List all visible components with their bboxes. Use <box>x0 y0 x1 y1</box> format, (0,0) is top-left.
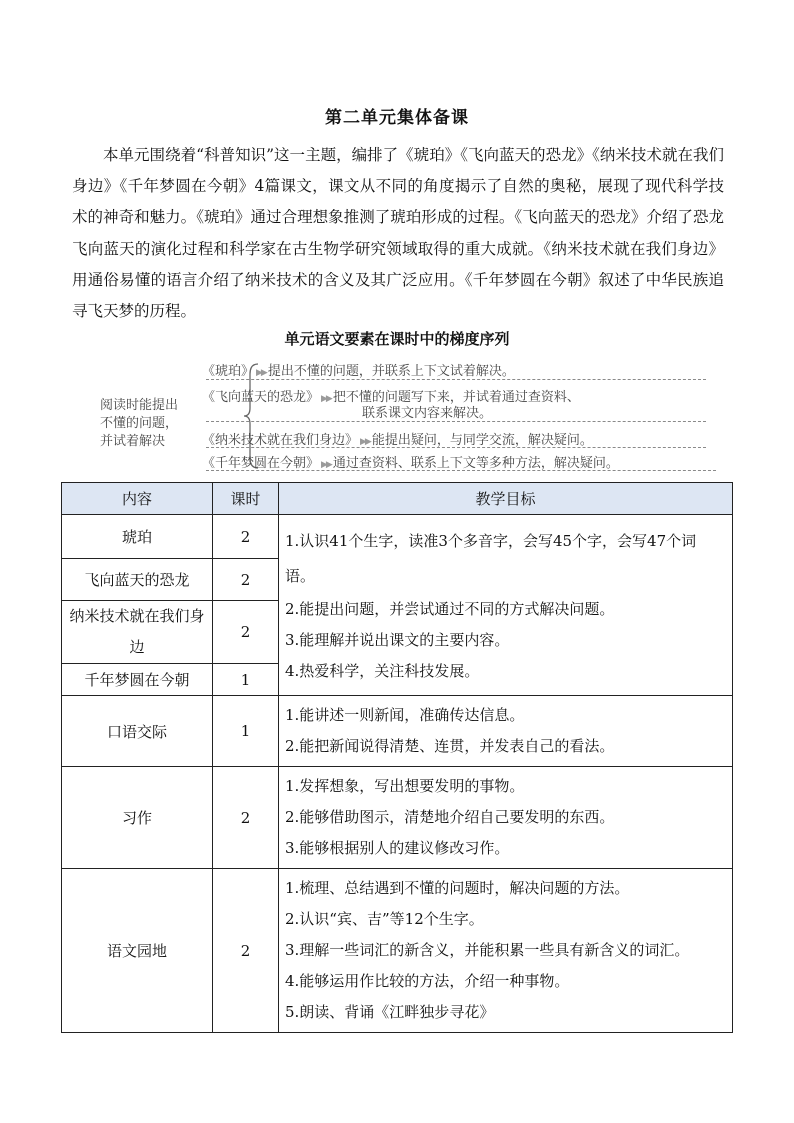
gradient-sequence-diagram <box>60 356 740 476</box>
goal-item: 1.能讲述一则新闻，准确传达信息。 <box>285 706 525 724</box>
goals-cell <box>279 767 733 869</box>
dashed-divider <box>206 447 706 448</box>
sequence-text: 提出不懂的问题，并联系上下文试着解决。 <box>267 364 515 379</box>
sequence-title: 单元语文要素在课时中的梯度序列 <box>284 330 510 348</box>
sequence-row <box>202 360 515 379</box>
sequence-row <box>202 452 619 471</box>
sequence-row <box>202 429 593 448</box>
sequence-book: 《琥珀》 <box>202 364 255 379</box>
sequence-book: 《千年梦圆在今朝》 <box>202 456 320 471</box>
double-arrow-icon: ▶▶ <box>321 394 331 404</box>
sequence-text: 联系课文内容来解决。 <box>362 406 493 421</box>
sequence-text: 把不懂的问题写下来，并试着通过查资料、 <box>332 390 580 405</box>
content-cell: 琥珀 <box>62 515 213 559</box>
table-header-row <box>62 483 733 515</box>
header-goals: 教学目标 <box>279 483 733 515</box>
goal-item: 3.能够根据别人的建议修改习作。 <box>285 839 510 857</box>
goal-item: 2.认识“宾、吉”等12个生字。 <box>285 910 484 928</box>
goal-item: 1.发挥想象，写出想要发明的事物。 <box>285 777 525 795</box>
hours-cell: 1 <box>213 664 279 696</box>
content-cell: 飞向蓝天的恐龙 <box>62 559 213 601</box>
sequence-text: 通过查资料、联系上下文等多种方法，解决疑问。 <box>332 456 619 471</box>
dashed-divider <box>206 379 706 380</box>
goal-item: 1.认识41个生字，读准3个多音字，会写45个字，会写47个词语。 <box>285 531 697 585</box>
double-arrow-icon: ▶▶ <box>360 437 370 447</box>
goals-cell <box>279 515 733 696</box>
goal-item: 3.理解一些词汇的新含义，并能积累一些具有新含义的词汇。 <box>285 941 690 959</box>
sequence-row-continuation <box>362 402 492 421</box>
goal-item: 2.能够借助图示，清楚地介绍自己要发明的东西。 <box>285 808 615 826</box>
lesson-plan-table <box>61 482 733 1033</box>
goal-item: 3.能理解并说出课文的主要内容。 <box>285 630 510 649</box>
hours-cell: 2 <box>213 767 279 869</box>
double-arrow-icon: ▶▶ <box>321 460 331 470</box>
sequence-book: 《纳米技术就在我们身边》 <box>202 433 359 448</box>
dashed-divider <box>206 470 716 471</box>
goal-item: 4.热爱科学，关注科技发展。 <box>285 661 480 680</box>
goal-item: 4.能够运用作比较的方法，介绍一种事物。 <box>285 972 570 990</box>
sequence-book: 《飞向蓝天的恐龙》 <box>202 390 320 405</box>
content-cell: 千年梦圆在今朝 <box>62 664 213 696</box>
goal-item: 2.能提出问题，并尝试通过不同的方式解决问题。 <box>285 599 615 618</box>
header-content: 内容 <box>62 483 213 515</box>
hours-cell: 1 <box>213 696 279 767</box>
content-cell: 语文园地 <box>62 869 213 1033</box>
content-cell: 习作 <box>62 767 213 869</box>
double-arrow-icon: ▶▶ <box>256 368 266 378</box>
table-row <box>62 869 733 1033</box>
header-hours: 课时 <box>213 483 279 515</box>
main-skill-line: 阅读时能提出 <box>100 398 179 413</box>
hours-cell: 2 <box>213 869 279 1033</box>
main-skill-line: 不懂的问题， <box>100 416 179 431</box>
goal-item: 5.朗读、背诵《江畔独步寻花》 <box>285 1003 495 1021</box>
page-title: 第二单元集体备课 <box>325 108 469 128</box>
content-cell: 口语交际 <box>62 696 213 767</box>
hours-cell: 2 <box>213 515 279 559</box>
table-row <box>62 696 733 767</box>
content-cell: 纳米技术就在我们身边 <box>62 601 213 664</box>
goal-item: 2.能把新闻说得清楚、连贯，并发表自己的看法。 <box>285 737 615 755</box>
hours-cell: 2 <box>213 601 279 664</box>
sequence-main-skill <box>100 397 208 451</box>
goal-item: 1.梳理、总结遇到不懂的问题时，解决问题的方法。 <box>285 879 630 897</box>
unit-introduction: 本单元围绕着“科普知识”这一主题，编排了《琥珀》《飞向蓝天的恐龙》《纳米技术就在我们身边》《千年梦圆在今朝》4篇课文，课文从不同的角度揭示了自然的奥秘，展现了现代科学技术的神奇和魅力。《琥珀》通过合理想象推测了琥珀形成的过程。《飞向蓝天的恐龙》介绍了恐龙飞向蓝天的演化过程和科学家在古生物学研究领域取得的重大成就。《纳米技术就在我们身边》用通俗易懂的语言介绍了纳米技术的含义及其广泛应用。《千年梦圆在今朝》叙述了中华民族追寻飞天梦的历程。 <box>72 146 724 321</box>
table-row <box>62 767 733 869</box>
hours-cell: 2 <box>213 559 279 601</box>
goals-cell <box>279 869 733 1033</box>
goals-cell <box>279 696 733 767</box>
sequence-text: 能提出疑问，与同学交流，解决疑问。 <box>371 433 593 448</box>
dashed-divider <box>206 421 706 422</box>
main-skill-line: 并试着解决 <box>100 434 166 449</box>
table-row <box>62 515 733 559</box>
